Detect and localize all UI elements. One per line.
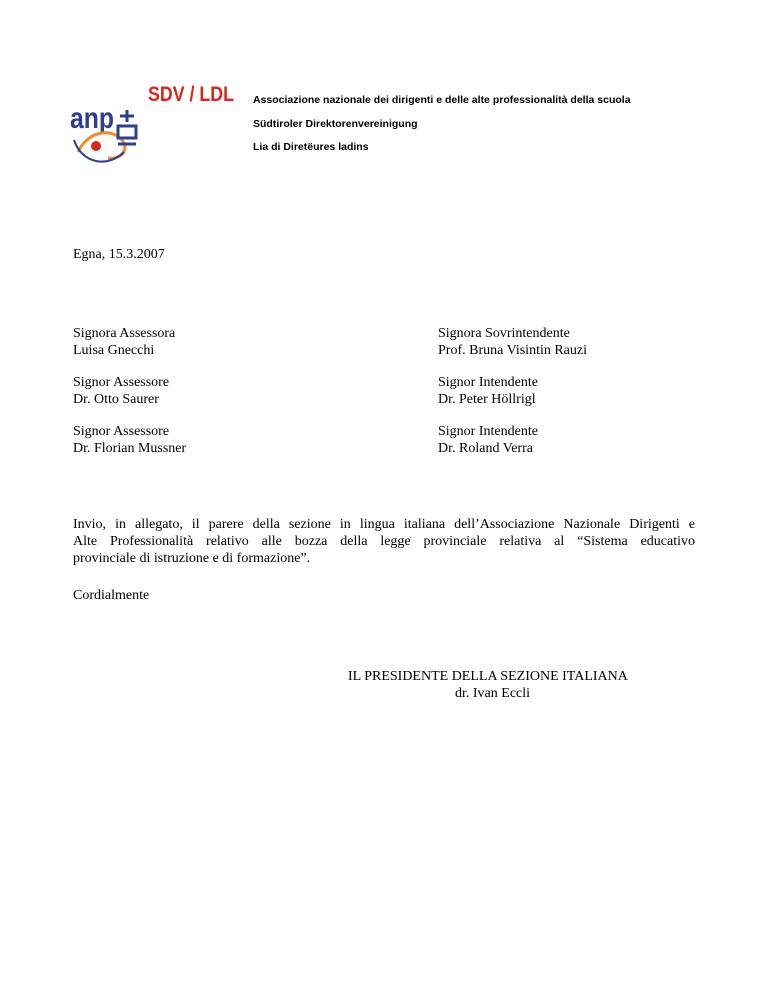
body-line: Alte Professionalità relativo alle bozza della legge provinciale relativa al “Sistema educativo (73, 534, 695, 549)
recipient-4-name: Dr. Peter Höllrigl (438, 392, 536, 407)
org-name-german: Südtiroler Direktorenvereinigung (253, 118, 418, 130)
org-name-italian: Associazione nazionale dei dirigenti e delle alte professionalità della scuola (253, 94, 631, 106)
recipient-6-title: Signor Intendente (438, 424, 538, 439)
letter-body (73, 516, 695, 567)
recipient-1-title: Signora Assessora (73, 326, 176, 341)
recipient-5-name: Dr. Florian Mussner (73, 441, 187, 456)
recipient-5-title: Signor Assessore (73, 424, 170, 439)
date-line: Egna, 15.3.2007 (73, 247, 165, 262)
signature-title: IL PRESIDENTE DELLA SEZIONE ITALIANA (348, 669, 628, 684)
signature-name: dr. Ivan Eccli (455, 686, 531, 701)
recipient-2-name: Prof. Bruna Visintin Rauzi (438, 343, 588, 358)
anp-logo (68, 80, 238, 170)
recipient-3-name: Dr. Otto Saurer (73, 392, 159, 407)
recipient-2-title: Signora Sovrintendente (438, 326, 570, 341)
recipient-3-title: Signor Assessore (73, 375, 170, 390)
body-line: provinciale di istruzione e di formazione”. (73, 551, 311, 566)
body-line: Invio, in allegato, il parere della sezione in lingua italiana dell’Associazione Nazionale Dirigenti e (73, 517, 695, 532)
recipient-6-name: Dr. Roland Verra (438, 441, 533, 456)
logo-anp-text: anp (70, 102, 114, 135)
recipient-1-name: Luisa Gnecchi (73, 343, 155, 358)
recipient-4-title: Signor Intendente (438, 375, 538, 390)
org-name-ladin: Lia di Diretëures ladins (253, 141, 369, 153)
logo-sdv-ldl-text: SDV / LDL (148, 83, 235, 106)
closing-salutation: Cordialmente (73, 588, 150, 603)
